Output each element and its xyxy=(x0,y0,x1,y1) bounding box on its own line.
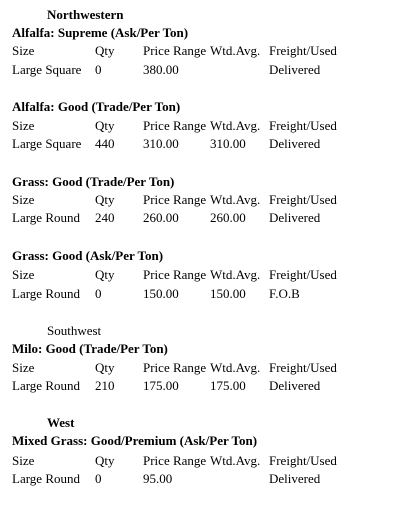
cell-wtd-avg: 150.00 xyxy=(210,286,246,301)
header-qty: Qty xyxy=(95,192,115,207)
cell-size: Large Square xyxy=(12,136,82,151)
header-price-range: Price Range xyxy=(143,192,207,207)
header-size: Size xyxy=(12,453,35,468)
header-size: Size xyxy=(12,43,35,58)
header-size: Size xyxy=(12,192,35,207)
header-qty: Qty xyxy=(95,43,115,58)
header-price-range: Price Range xyxy=(143,43,207,58)
table-header-row xyxy=(0,117,403,135)
header-size: Size xyxy=(12,360,35,375)
table-header-row xyxy=(0,191,403,209)
cell-freight-used: Delivered xyxy=(269,210,321,225)
header-freight-used: Freight/Used xyxy=(269,453,337,468)
cell-freight-used: Delivered xyxy=(269,378,321,393)
region-heading-west: West xyxy=(47,415,75,430)
table-row xyxy=(0,135,403,153)
section-title-grass-good-trade: Grass: Good (Trade/Per Ton) xyxy=(12,174,175,189)
header-qty: Qty xyxy=(95,118,115,133)
table-row xyxy=(0,377,403,395)
cell-size: Large Square xyxy=(12,62,82,77)
header-wtd-avg: Wtd.Avg. xyxy=(210,360,261,375)
cell-price-range: 310.00 xyxy=(143,136,179,151)
cell-wtd-avg: 175.00 xyxy=(210,378,246,393)
table-header-row xyxy=(0,266,403,284)
cell-size: Large Round xyxy=(12,210,80,225)
header-wtd-avg: Wtd.Avg. xyxy=(210,118,261,133)
cell-freight-used: F.O.B xyxy=(269,286,300,301)
section-title-alfalfa-supreme: Alfalfa: Supreme (Ask/Per Ton) xyxy=(12,25,189,40)
header-price-range: Price Range xyxy=(143,267,207,282)
header-qty: Qty xyxy=(95,453,115,468)
header-wtd-avg: Wtd.Avg. xyxy=(210,43,261,58)
header-qty: Qty xyxy=(95,360,115,375)
cell-qty: 0 xyxy=(95,471,102,486)
cell-qty: 210 xyxy=(95,378,115,393)
cell-qty: 440 xyxy=(95,136,115,151)
header-wtd-avg: Wtd.Avg. xyxy=(210,453,261,468)
header-freight-used: Freight/Used xyxy=(269,360,337,375)
cell-freight-used: Delivered xyxy=(269,471,321,486)
table-row xyxy=(0,61,403,79)
table-header-row xyxy=(0,42,403,60)
cell-wtd-avg: 260.00 xyxy=(210,210,246,225)
cell-price-range: 260.00 xyxy=(143,210,179,225)
header-wtd-avg: Wtd.Avg. xyxy=(210,267,261,282)
table-row xyxy=(0,209,403,227)
header-price-range: Price Range xyxy=(143,453,207,468)
header-freight-used: Freight/Used xyxy=(269,192,337,207)
header-size: Size xyxy=(12,267,35,282)
cell-freight-used: Delivered xyxy=(269,62,321,77)
cell-freight-used: Delivered xyxy=(269,136,321,151)
header-price-range: Price Range xyxy=(143,118,207,133)
header-freight-used: Freight/Used xyxy=(269,267,337,282)
section-title-grass-good-ask: Grass: Good (Ask/Per Ton) xyxy=(12,248,164,263)
header-freight-used: Freight/Used xyxy=(269,118,337,133)
cell-qty: 240 xyxy=(95,210,115,225)
table-row xyxy=(0,285,403,303)
cell-qty: 0 xyxy=(95,62,102,77)
table-header-row xyxy=(0,359,403,377)
cell-size: Large Round xyxy=(12,378,80,393)
cell-size: Large Round xyxy=(12,286,80,301)
cell-price-range: 95.00 xyxy=(143,471,173,486)
table-row xyxy=(0,470,403,488)
section-title-milo-good: Milo: Good (Trade/Per Ton) xyxy=(12,341,168,356)
header-wtd-avg: Wtd.Avg. xyxy=(210,192,261,207)
cell-wtd-avg: 310.00 xyxy=(210,136,246,151)
cell-price-range: 150.00 xyxy=(143,286,179,301)
cell-qty: 0 xyxy=(95,286,102,301)
section-title-mixed-grass: Mixed Grass: Good/Premium (Ask/Per Ton) xyxy=(12,433,258,448)
section-title-alfalfa-good: Alfalfa: Good (Trade/Per Ton) xyxy=(12,99,181,114)
header-qty: Qty xyxy=(95,267,115,282)
header-freight-used: Freight/Used xyxy=(269,43,337,58)
region-heading-southwest: Southwest xyxy=(47,323,102,338)
cell-price-range: 175.00 xyxy=(143,378,179,393)
cell-price-range: 380.00 xyxy=(143,62,179,77)
cell-size: Large Round xyxy=(12,471,80,486)
header-price-range: Price Range xyxy=(143,360,207,375)
region-heading-northwestern: Northwestern xyxy=(47,7,124,22)
header-size: Size xyxy=(12,118,35,133)
table-header-row xyxy=(0,452,403,470)
